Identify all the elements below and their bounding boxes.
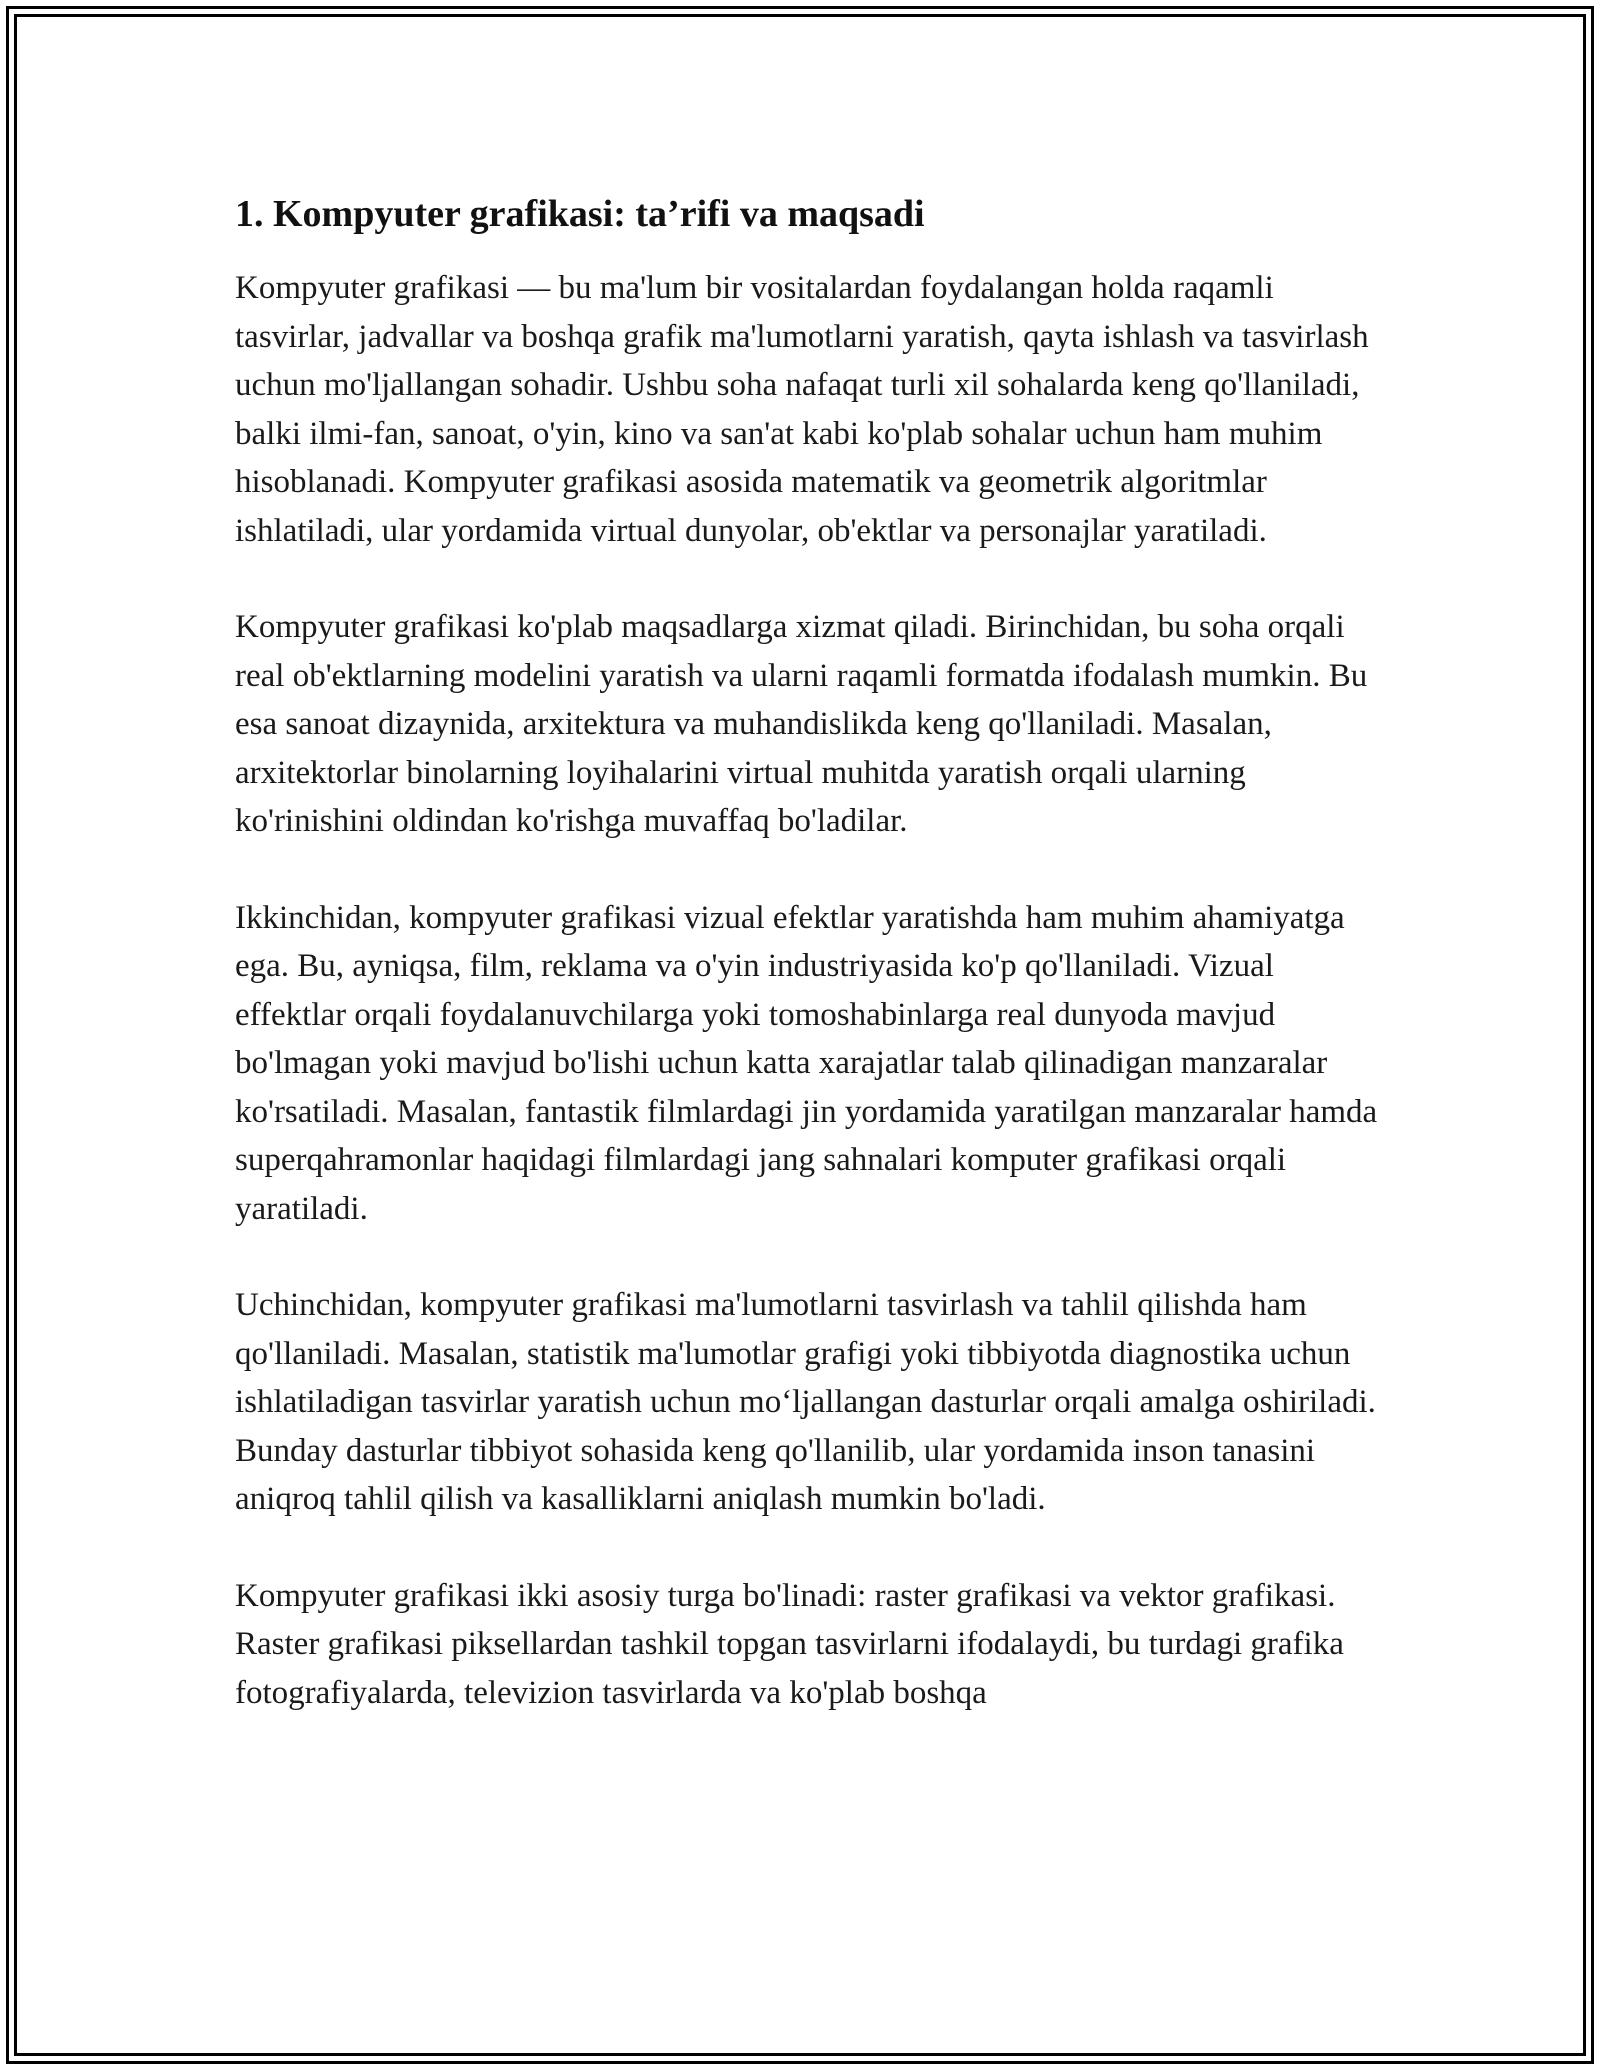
section-heading: 1. Kompyuter grafikasi: ta’rifi va maqsadi [235,193,925,235]
paragraph-data-visualization: Uchinchidan, kompyuter grafikasi ma'lumotlarni tasvirlash va tahlil qilishda ham qo'llaniladi. Masalan, statistik ma'lumotlar grafigi yoki tibbiyotda diagnostika uchun ishlatiladigan tasvirlar yaratish uchun mo‘ljallangan dasturlar orqali amalga oshiriladi. Bunday dasturlar tibbiyot sohasida keng qo'llanilib, ular yordamida inson tanasini aniqroq tahlil qilish va kasalliklarni aniqlash mumkin bo'ladi. [235,1287,1376,1517]
paragraph-graphics-types: Kompyuter grafikasi ikki asosiy turga bo'linadi: raster grafikasi va vektor grafikasi. Raster grafikasi piksellardan tashkil topgan tasvirlarni ifodalaydi, bu turdagi grafika fotografiyalarda, televizion tasvirlarda va ko'plab boshqa [235,1577,1344,1711]
document-body [235,188,1380,1717]
paragraph-definition: Kompyuter grafikasi — bu ma'lum bir vositalardan foydalangan holda raqamli tasvirlar, jadvallar va boshqa grafik ma'lumotlarni yaratish, qayta ishlash va tasvirlash uchun mo'ljallangan sohadir. Ushbu soha nafaqat turli xil sohalarda keng qo'llaniladi, balki ilmi-fan, sanoat, o'yin, kino va san'at kabi ko'plab sohalar uchun ham muhim hisoblanadi. Kompyuter grafikasi asosida matematik va geometrik algoritmlar ishlatiladi, ular yordamida virtual dunyolar, ob'ektlar va personajlar yaratiladi. [235,270,1369,549]
paragraph-visual-effects: Ikkinchidan, kompyuter grafikasi vizual efektlar yaratishda ham muhim ahamiyatga ega. Bu, ayniqsa, film, reklama va o'yin industriyasida ko'p qo'llaniladi. Vizual effektlar orqali foydalanuvchilarga yoki tomoshabinlarga real dunyoda mavjud bo'lmagan yoki mavjud bo'lishi uchun katta xarajatlar talab qilinadigan manzaralar ko'rsatiladi. Masalan, fantastik filmlardagi jin yordamida yaratilgan manzaralar hamda superqahramonlar haqidagi filmlardagi jang sahnalari komputer grafikasi orqali yaratiladi. [235,899,1378,1227]
paragraph-purposes: Kompyuter grafikasi ko'plab maqsadlarga xizmat qiladi. Birinchidan, bu soha orqali real ob'ektlarning modelini yaratish va ularni raqamli formatda ifodalash mumkin. Bu esa sanoat dizaynida, arxitektura va muhandislikda keng qo'llaniladi. Masalan, arxitektorlar binolarning loyihalarini virtual muhitda yaratish orqali ularning ko'rinishini oldindan ko'rishga muvaffaq bo'ladilar. [235,609,1368,839]
